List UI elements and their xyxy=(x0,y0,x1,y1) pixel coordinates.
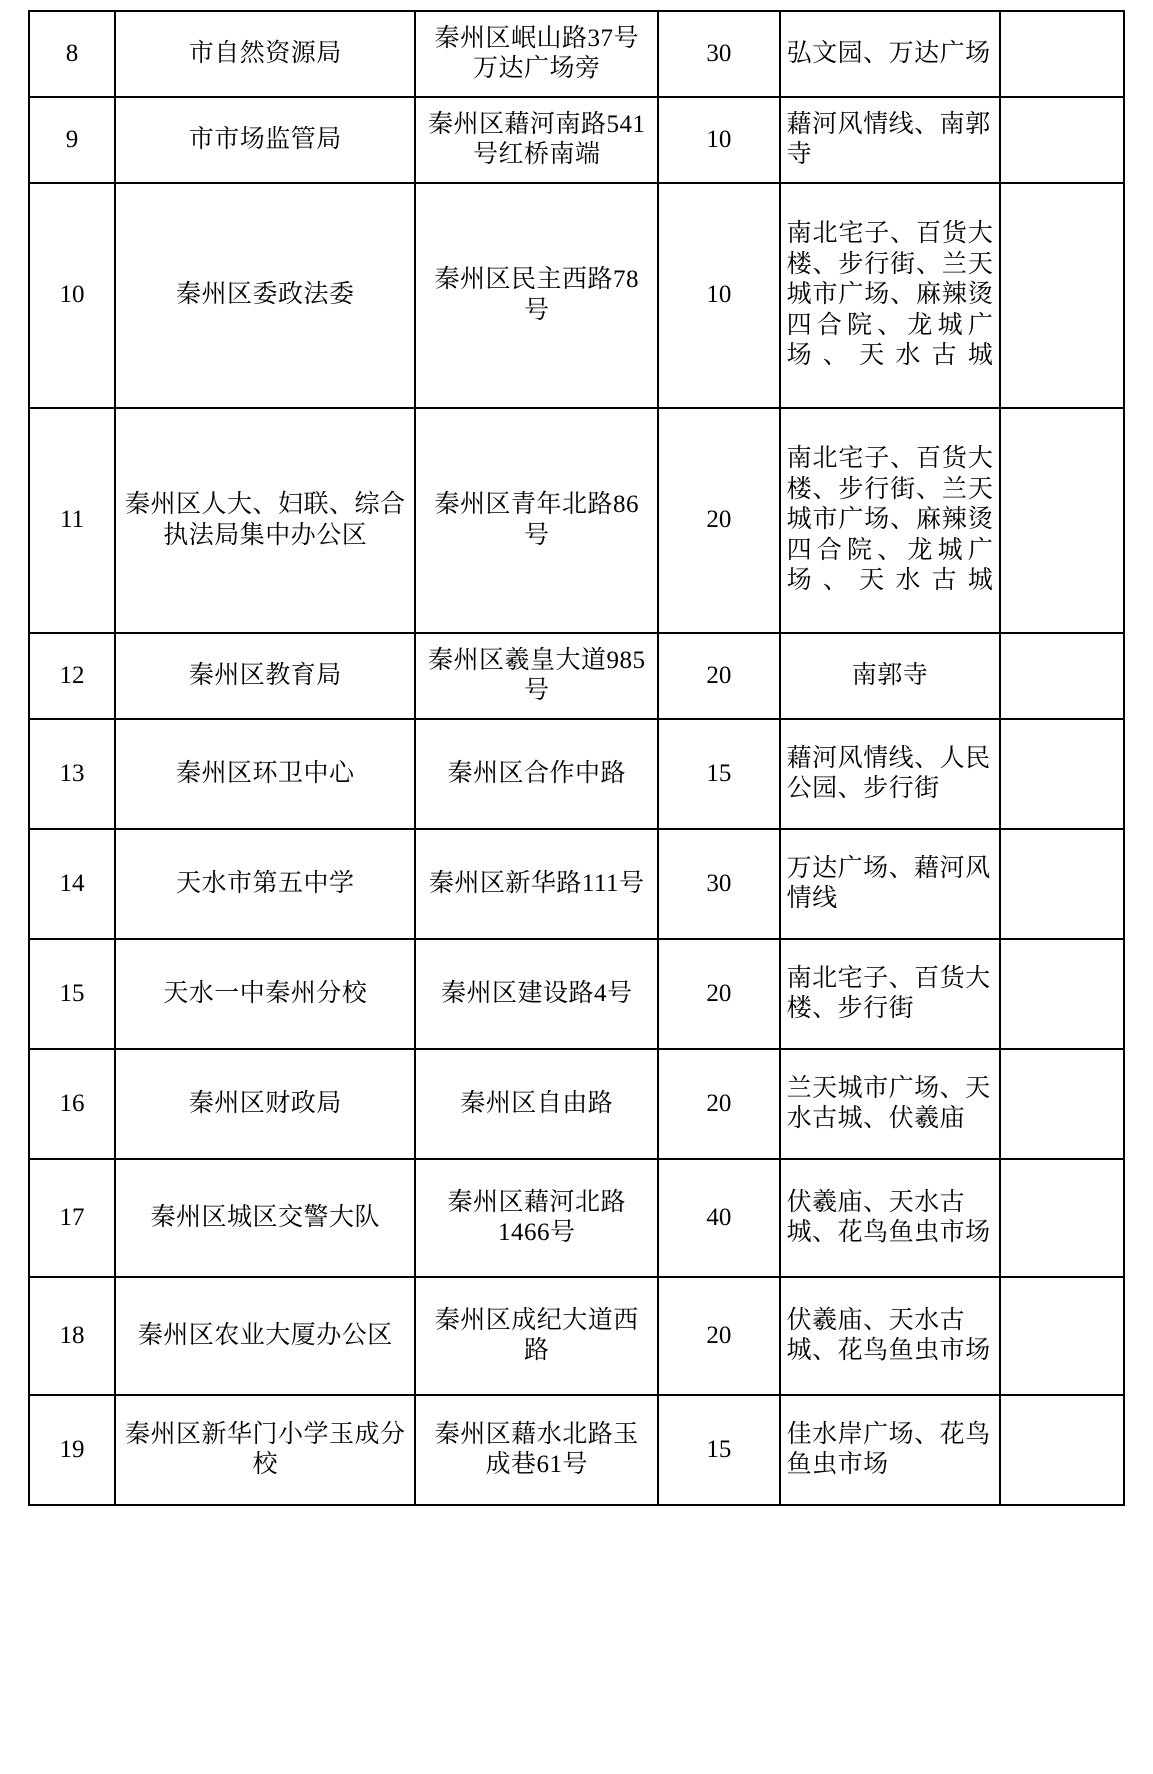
row-index: 16 xyxy=(29,1049,115,1159)
row-service-area-text: 南北宅子、百货大楼、步行街、兰天城市广场、麻辣烫四合院、龙城广场、天水古城 xyxy=(786,220,994,370)
row-address: 秦州区藉河北路1466号 xyxy=(415,1159,658,1277)
row-remark xyxy=(1000,1159,1124,1277)
row-address: 秦州区藉河南路541号红桥南端 xyxy=(415,97,658,183)
row-organization: 秦州区环卫中心 xyxy=(115,719,415,829)
row-organization: 市市场监管局 xyxy=(115,97,415,183)
row-remark xyxy=(1000,829,1124,939)
row-service-area xyxy=(780,408,1001,633)
row-address: 秦州区藉水北路玉成巷61号 xyxy=(415,1395,658,1505)
row-remark xyxy=(1000,408,1124,633)
row-service-area: 兰天城市广场、天水古城、伏羲庙 xyxy=(780,1049,1001,1159)
row-index: 19 xyxy=(29,1395,115,1505)
row-service-area xyxy=(780,183,1001,408)
row-address: 秦州区成纪大道西路 xyxy=(415,1277,658,1395)
row-service-area: 伏羲庙、天水古城、花鸟鱼虫市场 xyxy=(780,1159,1001,1277)
row-index: 14 xyxy=(29,829,115,939)
table-row xyxy=(29,1159,1124,1277)
row-organization: 秦州区财政局 xyxy=(115,1049,415,1159)
row-index: 11 xyxy=(29,408,115,633)
row-count: 10 xyxy=(658,97,779,183)
row-index: 10 xyxy=(29,183,115,408)
table-row xyxy=(29,1395,1124,1505)
table-row xyxy=(29,633,1124,719)
row-index: 9 xyxy=(29,97,115,183)
row-address: 秦州区青年北路86号 xyxy=(415,408,658,633)
row-index: 13 xyxy=(29,719,115,829)
table-row xyxy=(29,1049,1124,1159)
row-service-area: 佳水岸广场、花鸟鱼虫市场 xyxy=(780,1395,1001,1505)
row-organization: 秦州区新华门小学玉成分校 xyxy=(115,1395,415,1505)
row-index: 8 xyxy=(29,11,115,97)
row-count: 10 xyxy=(658,183,779,408)
row-service-area: 万达广场、藉河风情线 xyxy=(780,829,1001,939)
row-service-area: 南郭寺 xyxy=(780,633,1001,719)
row-remark xyxy=(1000,939,1124,1049)
row-address: 秦州区岷山路37号万达广场旁 xyxy=(415,11,658,97)
row-count: 30 xyxy=(658,829,779,939)
row-address: 秦州区自由路 xyxy=(415,1049,658,1159)
row-address: 秦州区合作中路 xyxy=(415,719,658,829)
table-row xyxy=(29,97,1124,183)
row-count: 20 xyxy=(658,633,779,719)
table-row xyxy=(29,829,1124,939)
table-row xyxy=(29,719,1124,829)
row-organization: 秦州区城区交警大队 xyxy=(115,1159,415,1277)
row-address: 秦州区新华路111号 xyxy=(415,829,658,939)
row-organization: 市自然资源局 xyxy=(115,11,415,97)
table-row xyxy=(29,11,1124,97)
row-count: 20 xyxy=(658,939,779,1049)
row-count: 15 xyxy=(658,719,779,829)
row-count: 30 xyxy=(658,11,779,97)
row-service-area-text: 南北宅子、百货大楼、步行街、兰天城市广场、麻辣烫四合院、龙城广场、天水古城 xyxy=(786,445,994,595)
row-organization: 秦州区教育局 xyxy=(115,633,415,719)
row-count: 20 xyxy=(658,408,779,633)
row-address: 秦州区民主西路78号 xyxy=(415,183,658,408)
row-remark xyxy=(1000,11,1124,97)
row-remark xyxy=(1000,183,1124,408)
row-service-area: 藉河风情线、人民公园、步行街 xyxy=(780,719,1001,829)
row-remark xyxy=(1000,1277,1124,1395)
row-count: 20 xyxy=(658,1049,779,1159)
unit-listing-table xyxy=(28,10,1125,1506)
table-row xyxy=(29,1277,1124,1395)
row-organization: 秦州区人大、妇联、综合执法局集中办公区 xyxy=(115,408,415,633)
row-index: 17 xyxy=(29,1159,115,1277)
row-service-area: 弘文园、万达广场 xyxy=(780,11,1001,97)
row-remark xyxy=(1000,719,1124,829)
row-remark xyxy=(1000,97,1124,183)
row-address: 秦州区建设路4号 xyxy=(415,939,658,1049)
row-organization: 天水一中秦州分校 xyxy=(115,939,415,1049)
row-remark xyxy=(1000,1395,1124,1505)
row-count: 15 xyxy=(658,1395,779,1505)
row-remark xyxy=(1000,633,1124,719)
row-index: 12 xyxy=(29,633,115,719)
row-index: 15 xyxy=(29,939,115,1049)
table-row xyxy=(29,183,1124,408)
row-organization: 秦州区委政法委 xyxy=(115,183,415,408)
row-service-area: 南北宅子、百货大楼、步行街 xyxy=(780,939,1001,1049)
row-organization: 秦州区农业大厦办公区 xyxy=(115,1277,415,1395)
row-count: 40 xyxy=(658,1159,779,1277)
row-service-area: 藉河风情线、南郭寺 xyxy=(780,97,1001,183)
table-row xyxy=(29,408,1124,633)
row-remark xyxy=(1000,1049,1124,1159)
row-index: 18 xyxy=(29,1277,115,1395)
row-address: 秦州区羲皇大道985号 xyxy=(415,633,658,719)
row-count: 20 xyxy=(658,1277,779,1395)
row-organization: 天水市第五中学 xyxy=(115,829,415,939)
row-service-area: 伏羲庙、天水古城、花鸟鱼虫市场 xyxy=(780,1277,1001,1395)
table-row xyxy=(29,939,1124,1049)
